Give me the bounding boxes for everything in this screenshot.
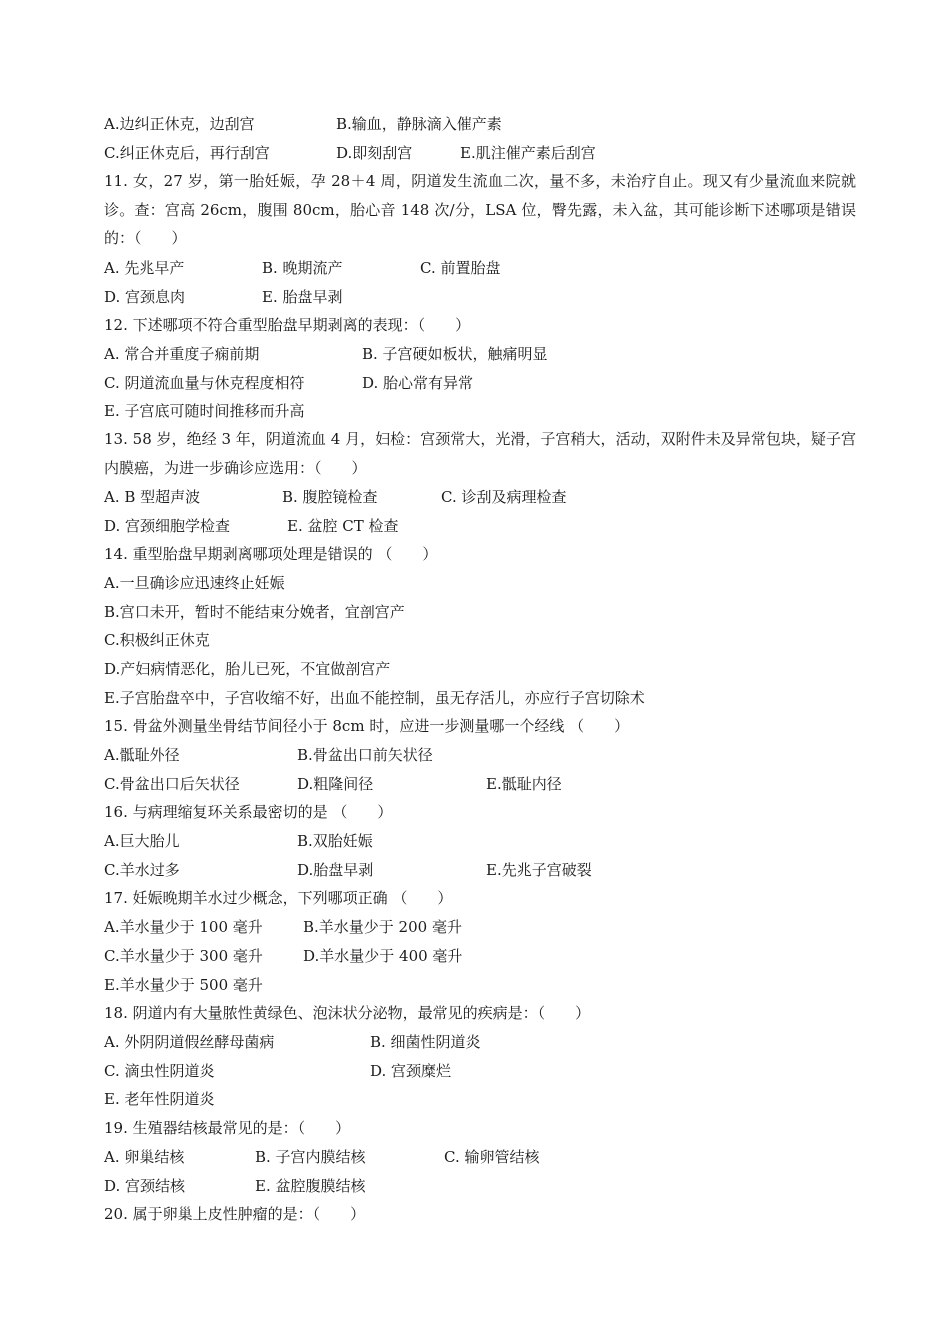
q12-option-b: B. 子宫硬如板状，触痛明显 bbox=[362, 345, 548, 363]
q15-option-b: B.骨盆出口前矢状径 bbox=[297, 746, 433, 764]
q14-option-e: E.子宫胎盘卒中，子宫收缩不好，出血不能控制，虽无存活儿，亦应行子宫切除术 bbox=[104, 689, 645, 707]
q12-option-d: D. 胎心常有异常 bbox=[362, 374, 474, 392]
q14-stem: 14. 重型胎盘早期剥离哪项处理是错误的 （ ） bbox=[104, 545, 438, 563]
q11-stem: 11. 女，27 岁，第一胎妊娠，孕 28＋4 周，阴道发生流血二次，量不多，未治疗自止。现又有少量流血来院就诊。查：宫高 26cm，腹围 80cm，胎心音 148 次/分，LSA 位，臀先露，未入盆，其可能诊断下述哪项是错误的：（ ） bbox=[104, 172, 856, 248]
q13-option-d: D. 宫颈细胞学检查 bbox=[104, 517, 231, 535]
q17-option-e: E.羊水量少于 500 毫升 bbox=[104, 976, 263, 994]
q15-option-c: C.骨盆出口后矢状径 bbox=[104, 775, 240, 793]
q10-option-a: A.边纠正休克，边刮宫 bbox=[104, 115, 255, 133]
q18-option-a: A. 外阴阴道假丝酵母菌病 bbox=[104, 1033, 275, 1051]
q17-stem: 17. 妊娠晚期羊水过少概念，下列哪项正确 （ ） bbox=[104, 889, 453, 907]
q17-option-d: D.羊水量少于 400 毫升 bbox=[303, 947, 463, 965]
q11-option-a: A. 先兆早产 bbox=[104, 259, 185, 277]
q14-option-b: B.宫口未开，暂时不能结束分娩者，宜剖宫产 bbox=[104, 603, 405, 621]
q18-option-b: B. 细菌性阴道炎 bbox=[370, 1033, 481, 1051]
q13-stem: 13. 58 岁，绝经 3 年，阴道流血 4 月，妇检：宫颈常大，光滑，子宫稍大，活动，双附件未及异常包块，疑子宫内膜癌，为进一步确诊应选用：（ ） bbox=[104, 430, 856, 477]
q16-option-e: E.先兆子宫破裂 bbox=[486, 861, 592, 879]
q11-option-c: C. 前置胎盘 bbox=[420, 259, 501, 277]
q15-stem: 15. 骨盆外测量坐骨结节间径小于 8cm 时，应进一步测量哪一个经线 （ ） bbox=[104, 717, 630, 735]
q13-option-b: B. 腹腔镜检查 bbox=[282, 488, 378, 506]
q12-option-c: C. 阴道流血量与休克程度相符 bbox=[104, 374, 305, 392]
q14-option-c: C.积极纠正休克 bbox=[104, 631, 210, 649]
q10-option-c: C.纠正休克后，再行刮宫 bbox=[104, 144, 270, 162]
q13-option-e: E. 盆腔 CT 检查 bbox=[287, 517, 399, 535]
q17-option-c: C.羊水量少于 300 毫升 bbox=[104, 947, 263, 965]
q16-option-d: D.胎盘早剥 bbox=[297, 861, 374, 879]
q18-option-d: D. 宫颈糜烂 bbox=[370, 1062, 452, 1080]
q11-option-e: E. 胎盘早剥 bbox=[262, 288, 343, 306]
q15-option-a: A.骶耻外径 bbox=[104, 746, 180, 764]
q16-option-b: B.双胎妊娠 bbox=[297, 832, 373, 850]
q17-option-a: A.羊水量少于 100 毫升 bbox=[104, 918, 263, 936]
q18-option-c: C. 滴虫性阴道炎 bbox=[104, 1062, 215, 1080]
q19-option-d: D. 宫颈结核 bbox=[104, 1177, 186, 1195]
q12-option-a: A. 常合并重度子痫前期 bbox=[104, 345, 260, 363]
q15-option-e: E.骶耻内径 bbox=[486, 775, 562, 793]
q13-option-c: C. 诊刮及病理检查 bbox=[441, 488, 567, 506]
q16-stem: 16. 与病理缩复环关系最密切的是 （ ） bbox=[104, 803, 393, 821]
q11-option-b: B. 晚期流产 bbox=[262, 259, 343, 277]
q13-option-a: A. B 型超声波 bbox=[104, 488, 201, 506]
q19-option-b: B. 子宫内膜结核 bbox=[255, 1148, 366, 1166]
q17-option-b: B.羊水量少于 200 毫升 bbox=[303, 918, 462, 936]
q19-option-e: E. 盆腔腹膜结核 bbox=[255, 1177, 366, 1195]
q14-option-a: A.一旦确诊应迅速终止妊娠 bbox=[104, 574, 285, 592]
q18-stem: 18. 阴道内有大量脓性黄绿色、泡沫状分泌物，最常见的疾病是：（ ） bbox=[104, 1004, 591, 1022]
q20-stem: 20. 属于卵巢上皮性肿瘤的是：（ ） bbox=[104, 1205, 366, 1223]
q10-option-d: D.即刻刮宫 bbox=[336, 144, 413, 162]
q11-option-d: D. 宫颈息肉 bbox=[104, 288, 186, 306]
q18-option-e: E. 老年性阴道炎 bbox=[104, 1090, 215, 1108]
q19-option-a: A. 卵巢结核 bbox=[104, 1148, 185, 1166]
q12-option-e: E. 子宫底可随时间推移而升高 bbox=[104, 402, 305, 420]
q16-option-c: C.羊水过多 bbox=[104, 861, 180, 879]
q19-stem: 19. 生殖器结核最常见的是：（ ） bbox=[104, 1119, 351, 1137]
q14-option-d: D.产妇病情恶化，胎儿已死，不宜做剖宫产 bbox=[104, 660, 391, 678]
q10-option-b: B.输血，静脉滴入催产素 bbox=[336, 115, 502, 133]
q15-option-d: D.粗隆间径 bbox=[297, 775, 374, 793]
q12-stem: 12. 下述哪项不符合重型胎盘早期剥离的表现：（ ） bbox=[104, 316, 471, 334]
q10-option-e: E.肌注催产素后刮宫 bbox=[460, 144, 596, 162]
q16-option-a: A.巨大胎儿 bbox=[104, 832, 180, 850]
q19-option-c: C. 输卵管结核 bbox=[444, 1148, 540, 1166]
